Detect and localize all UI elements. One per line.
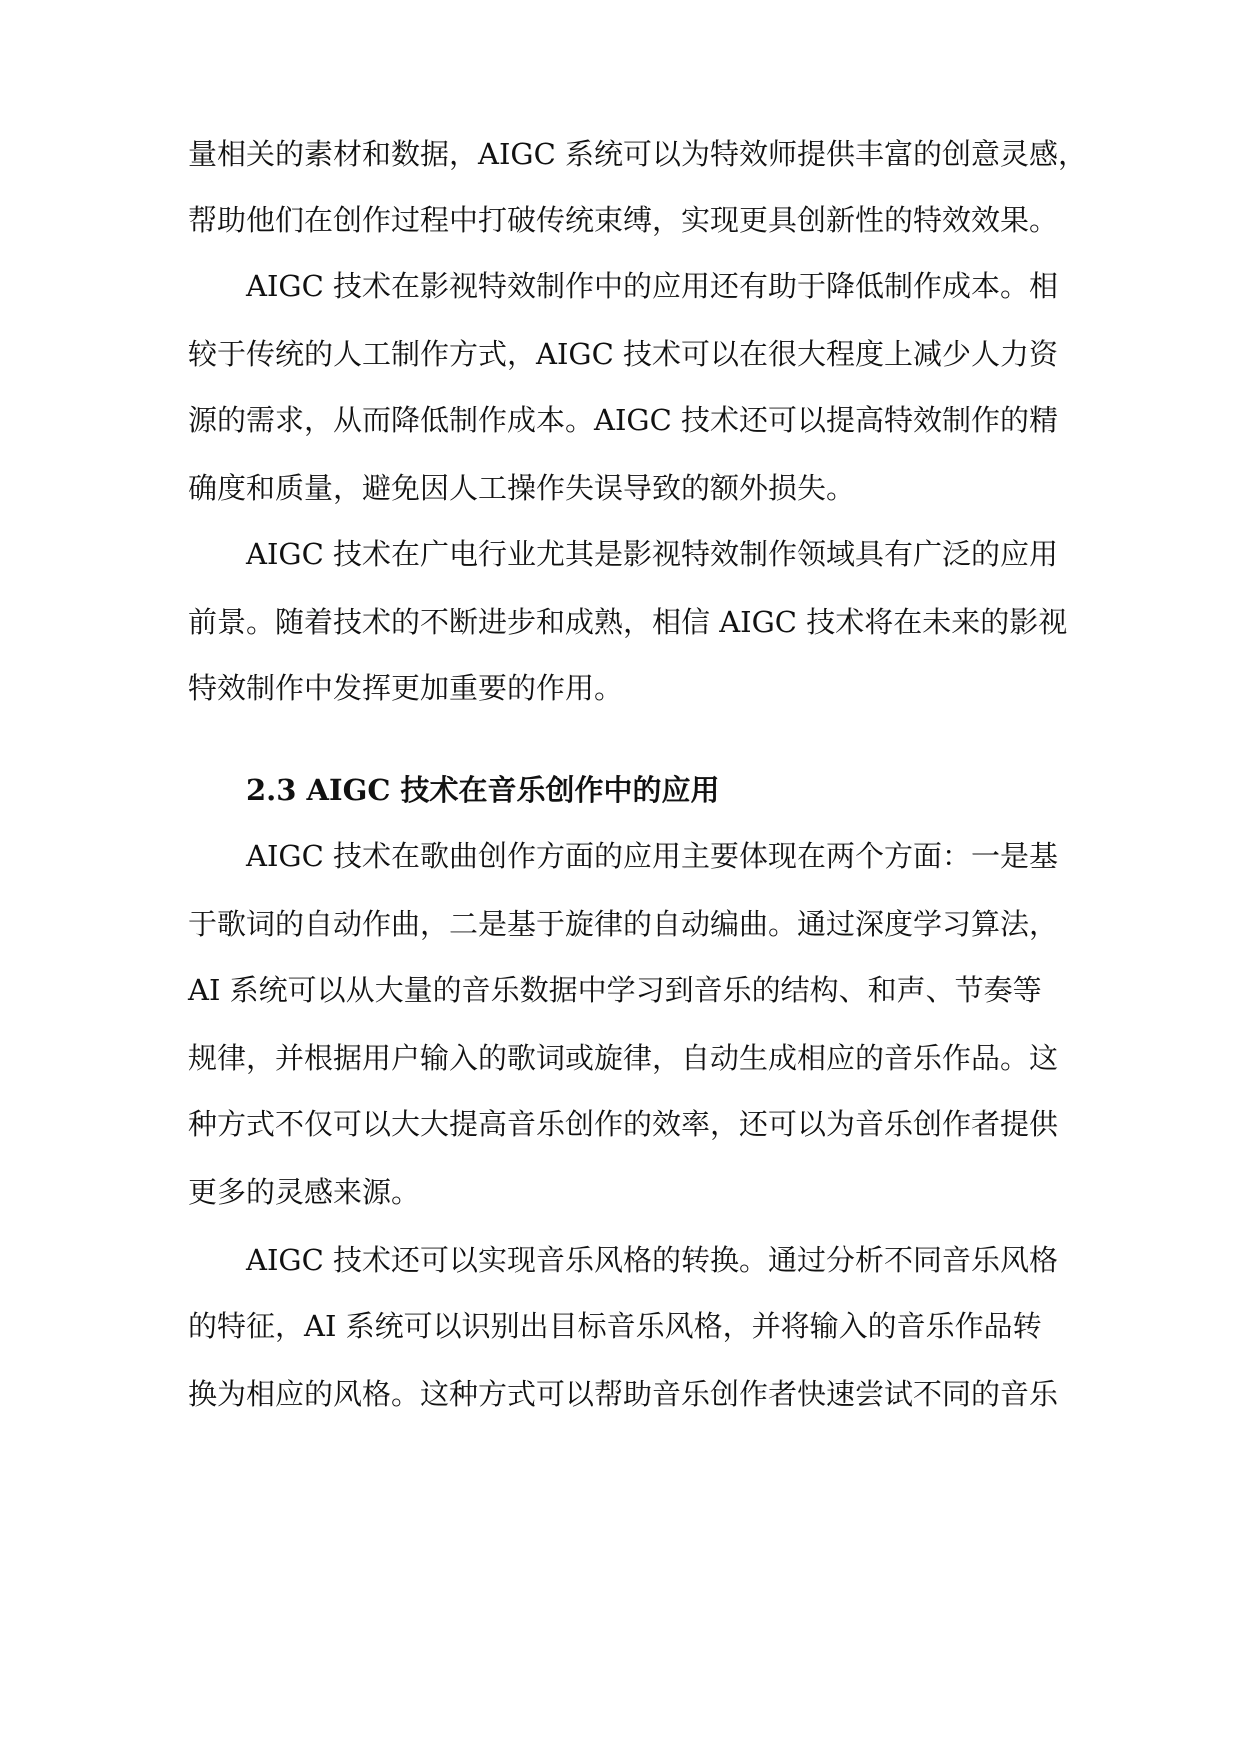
paragraph-line: 特效制作中发挥更加重要的作用。 bbox=[188, 671, 624, 705]
paragraph-line: AIGC 技术在影视特效制作中的应用还有助于降低制作成本。相 bbox=[246, 269, 1058, 303]
paragraph-line: 规律，并根据用户输入的歌词或旋律，自动生成相应的音乐作品。这 bbox=[188, 1041, 1059, 1075]
paragraph-line: 换为相应的风格。这种方式可以帮助音乐创作者快速尝试不同的音乐 bbox=[188, 1377, 1059, 1411]
paragraph-line: AIGC 技术在广电行业尤其是影视特效制作领域具有广泛的应用 bbox=[246, 537, 1058, 571]
paragraph-line: 确度和质量，避免因人工操作失误导致的额外损失。 bbox=[188, 471, 856, 505]
paragraph-line: 帮助他们在创作过程中打破传统束缚，实现更具创新性的特效效果。 bbox=[188, 203, 1059, 237]
paragraph-line: 于歌词的自动作曲，二是基于旋律的自动编曲。通过深度学习算法， bbox=[188, 907, 1059, 941]
paragraph-line: 更多的灵感来源。 bbox=[188, 1175, 421, 1209]
section-heading: 2.3 AIGC 技术在音乐创作中的应用 bbox=[246, 773, 720, 807]
paragraph-line: 的特征，AI 系统可以识别出目标音乐风格，并将输入的音乐作品转 bbox=[188, 1309, 1042, 1343]
paragraph-line: 较于传统的人工制作方式，AIGC 技术可以在很大程度上减少人力资 bbox=[188, 337, 1058, 371]
paragraph-line: 量相关的素材和数据，AIGC 系统可以为特效师提供丰富的创意灵感， bbox=[188, 137, 1087, 171]
paragraph-line: AIGC 技术还可以实现音乐风格的转换。通过分析不同音乐风格 bbox=[246, 1243, 1058, 1277]
paragraph-line: AIGC 技术在歌曲创作方面的应用主要体现在两个方面：一是基 bbox=[246, 839, 1058, 873]
paragraph-line: 种方式不仅可以大大提高音乐创作的效率，还可以为音乐创作者提供 bbox=[188, 1107, 1059, 1141]
paragraph-line: AI 系统可以从大量的音乐数据中学习到音乐的结构、和声、节奏等 bbox=[188, 973, 1042, 1007]
paragraph-line: 前景。随着技术的不断进步和成熟，相信 AIGC 技术将在未来的影视 bbox=[188, 605, 1068, 639]
paragraph-line: 源的需求，从而降低制作成本。AIGC 技术还可以提高特效制作的精 bbox=[188, 403, 1058, 437]
